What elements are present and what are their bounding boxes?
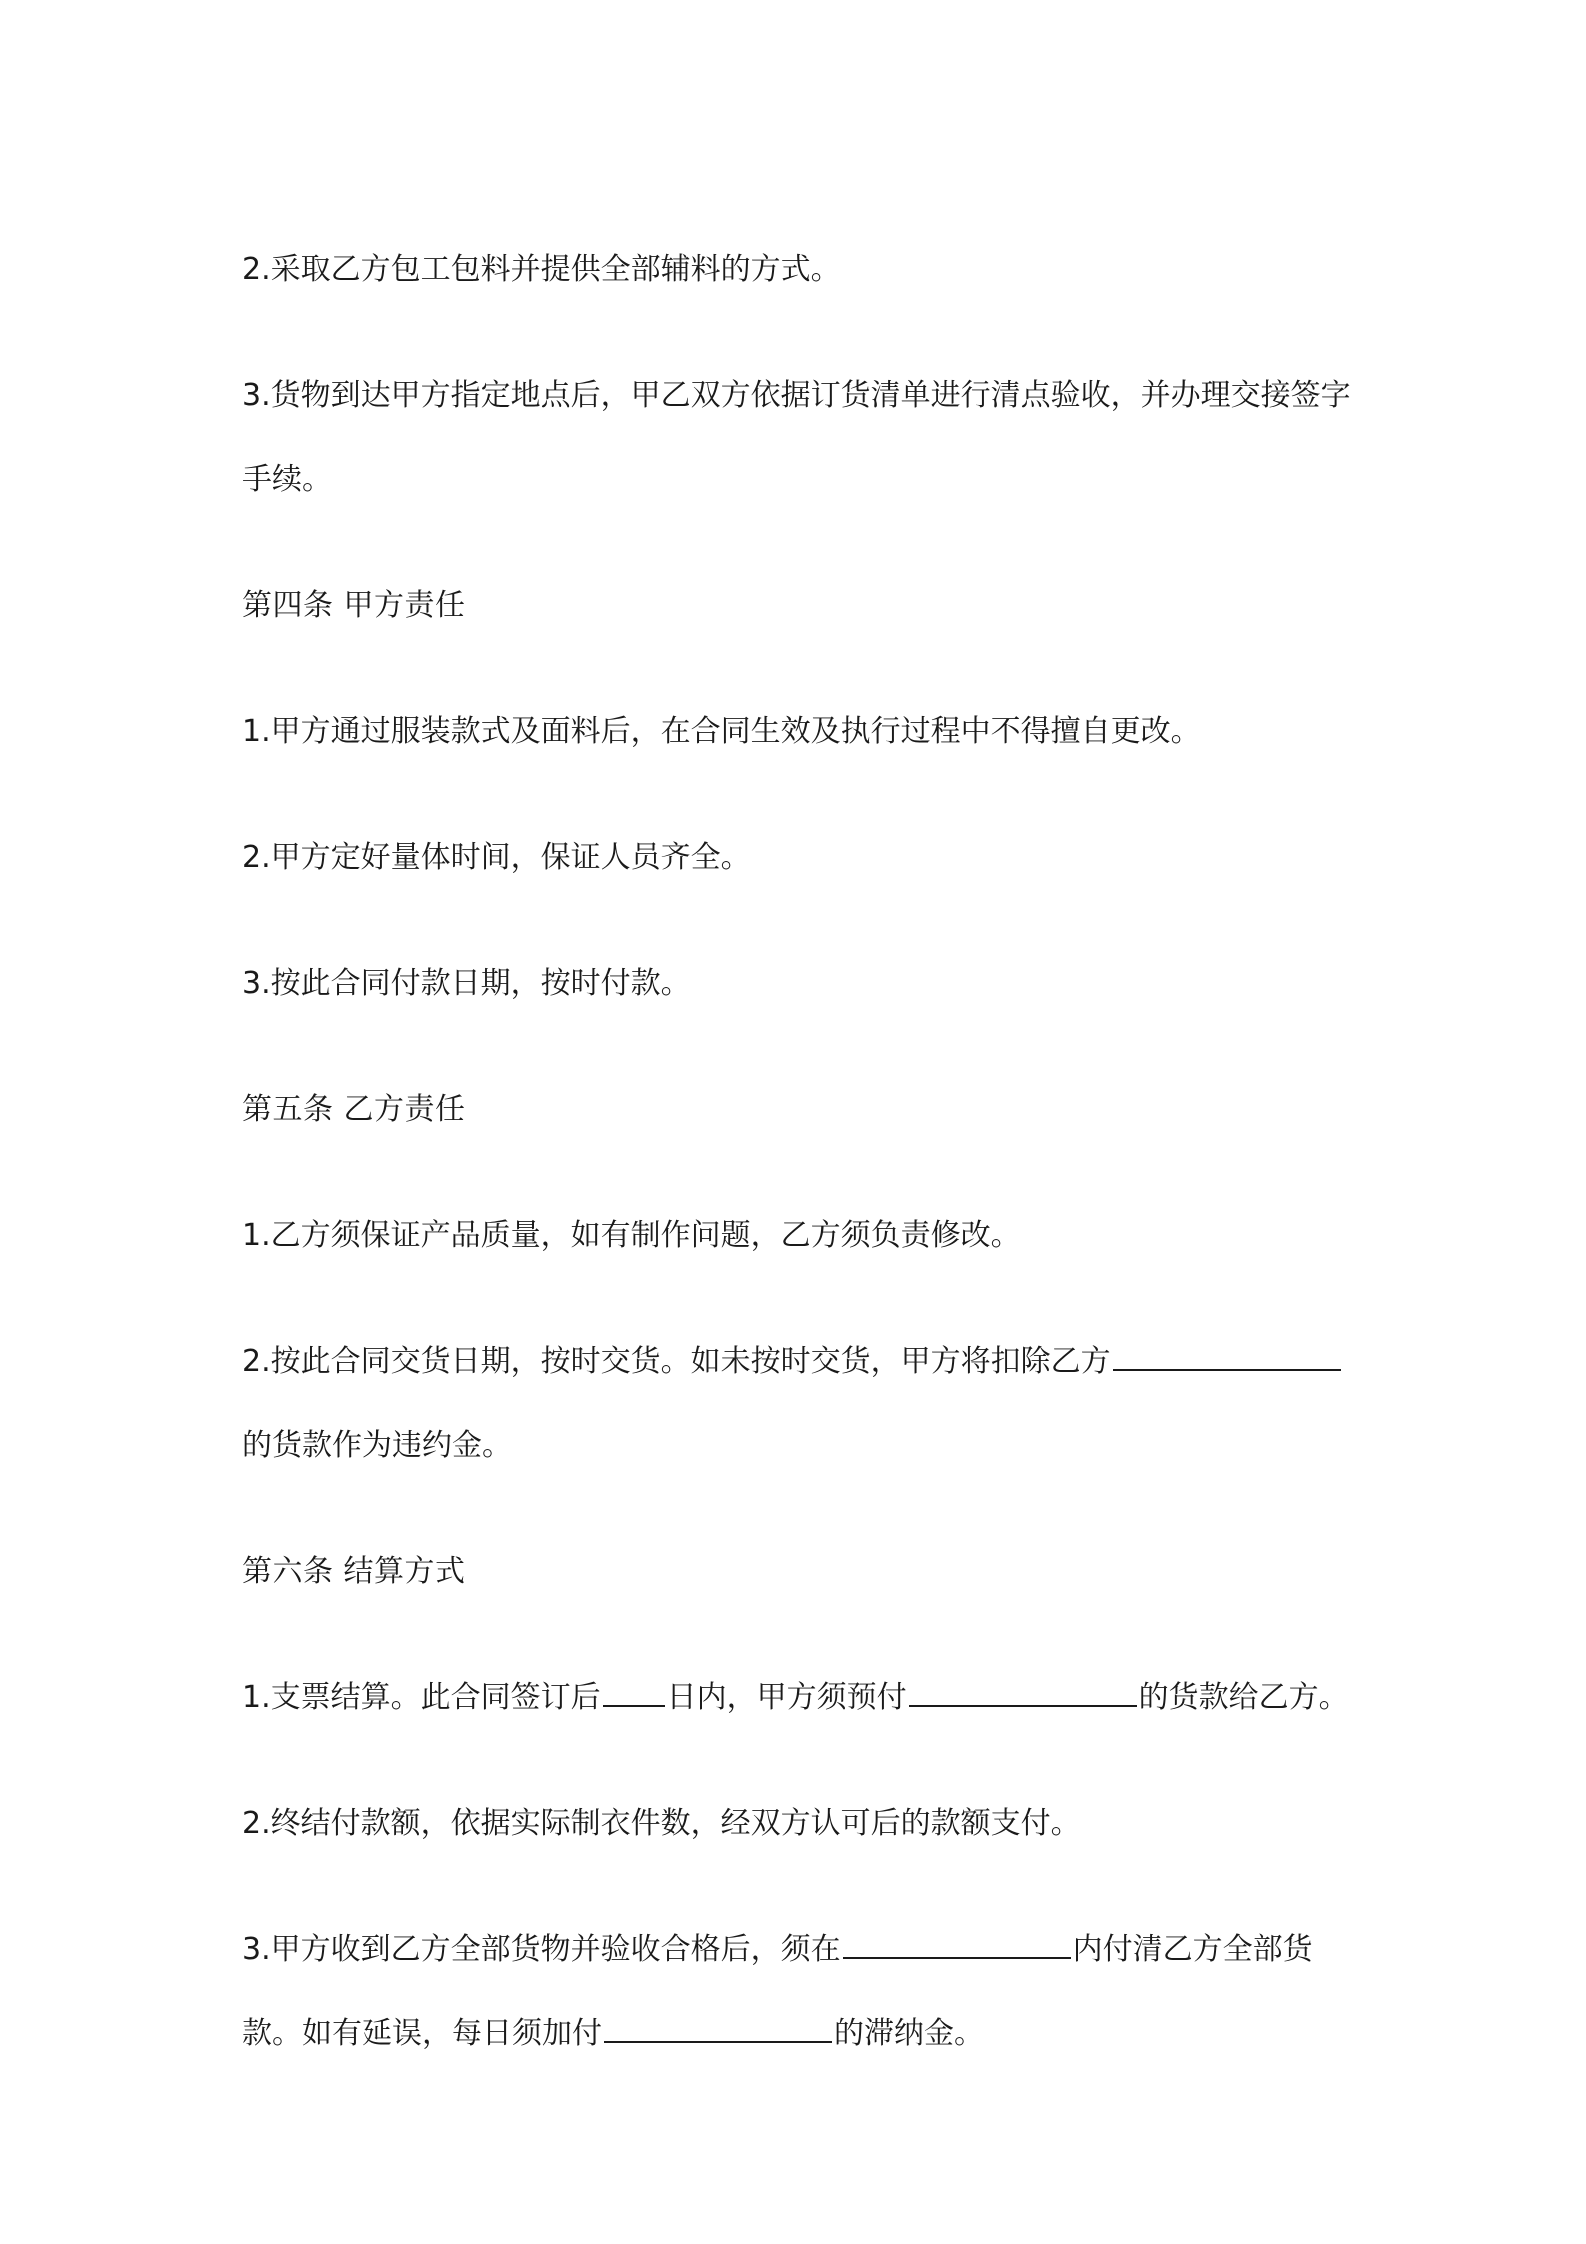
section-heading-4: 第四条 甲方责任: [242, 588, 466, 623]
fill-in-blank[interactable]: [909, 1675, 1137, 1707]
text-segment: 2.按此合同交货日期，按时交货。如未按时交货，甲方将扣除乙方: [242, 1344, 1111, 1379]
text-segment: 日内，甲方须预付: [666, 1680, 907, 1715]
text-segment: 1.支票结算。此合同签订后: [242, 1680, 601, 1715]
paragraph-a-duty-3: 3.按此合同付款日期，按时付款。: [242, 966, 691, 1001]
fill-in-blank[interactable]: [603, 1675, 665, 1707]
paragraph-b-duty-2: [242, 1320, 1362, 1488]
section-heading-6: 第六条 结算方式: [242, 1554, 466, 1589]
paragraph-b-duty-1: 1.乙方须保证产品质量，如有制作问题，乙方须负责修改。: [242, 1218, 1021, 1253]
text-segment: 3.甲方收到乙方全部货物并验收合格后，须在: [242, 1932, 841, 1967]
text-segment: 的滞纳金。: [834, 2016, 984, 2051]
document-body: [242, 228, 1362, 2118]
paragraph-settlement-2: 2.终结付款额，依据实际制衣件数，经双方认可后的款额支付。: [242, 1806, 1081, 1841]
fill-in-blank[interactable]: [604, 2011, 832, 2043]
paragraph-acceptance: 3.货物到达甲方指定地点后，甲乙双方依据订货清单进行清点验收，并办理交接签字手续。: [242, 378, 1351, 497]
text-segment: 的货款给乙方。: [1138, 1680, 1349, 1715]
fill-in-blank[interactable]: [843, 1927, 1071, 1959]
fill-in-blank[interactable]: [1113, 1339, 1341, 1371]
paragraph-a-duty-1: 1.甲方通过服装款式及面料后，在合同生效及执行过程中不得擅自更改。: [242, 714, 1201, 749]
text-segment: 的货款作为违约金。: [242, 1428, 512, 1463]
text-segment: 内付清乙方全部货款。如有延误，每日须加付: [242, 1932, 1313, 2051]
paragraph-settlement-1: [242, 1656, 1362, 1740]
paragraph-settlement-3: [242, 1908, 1362, 2076]
paragraph-a-duty-2: 2.甲方定好量体时间，保证人员齐全。: [242, 840, 751, 875]
paragraph-materials: 2.采取乙方包工包料并提供全部辅料的方式。: [242, 252, 841, 287]
section-heading-5: 第五条 乙方责任: [242, 1092, 466, 1127]
